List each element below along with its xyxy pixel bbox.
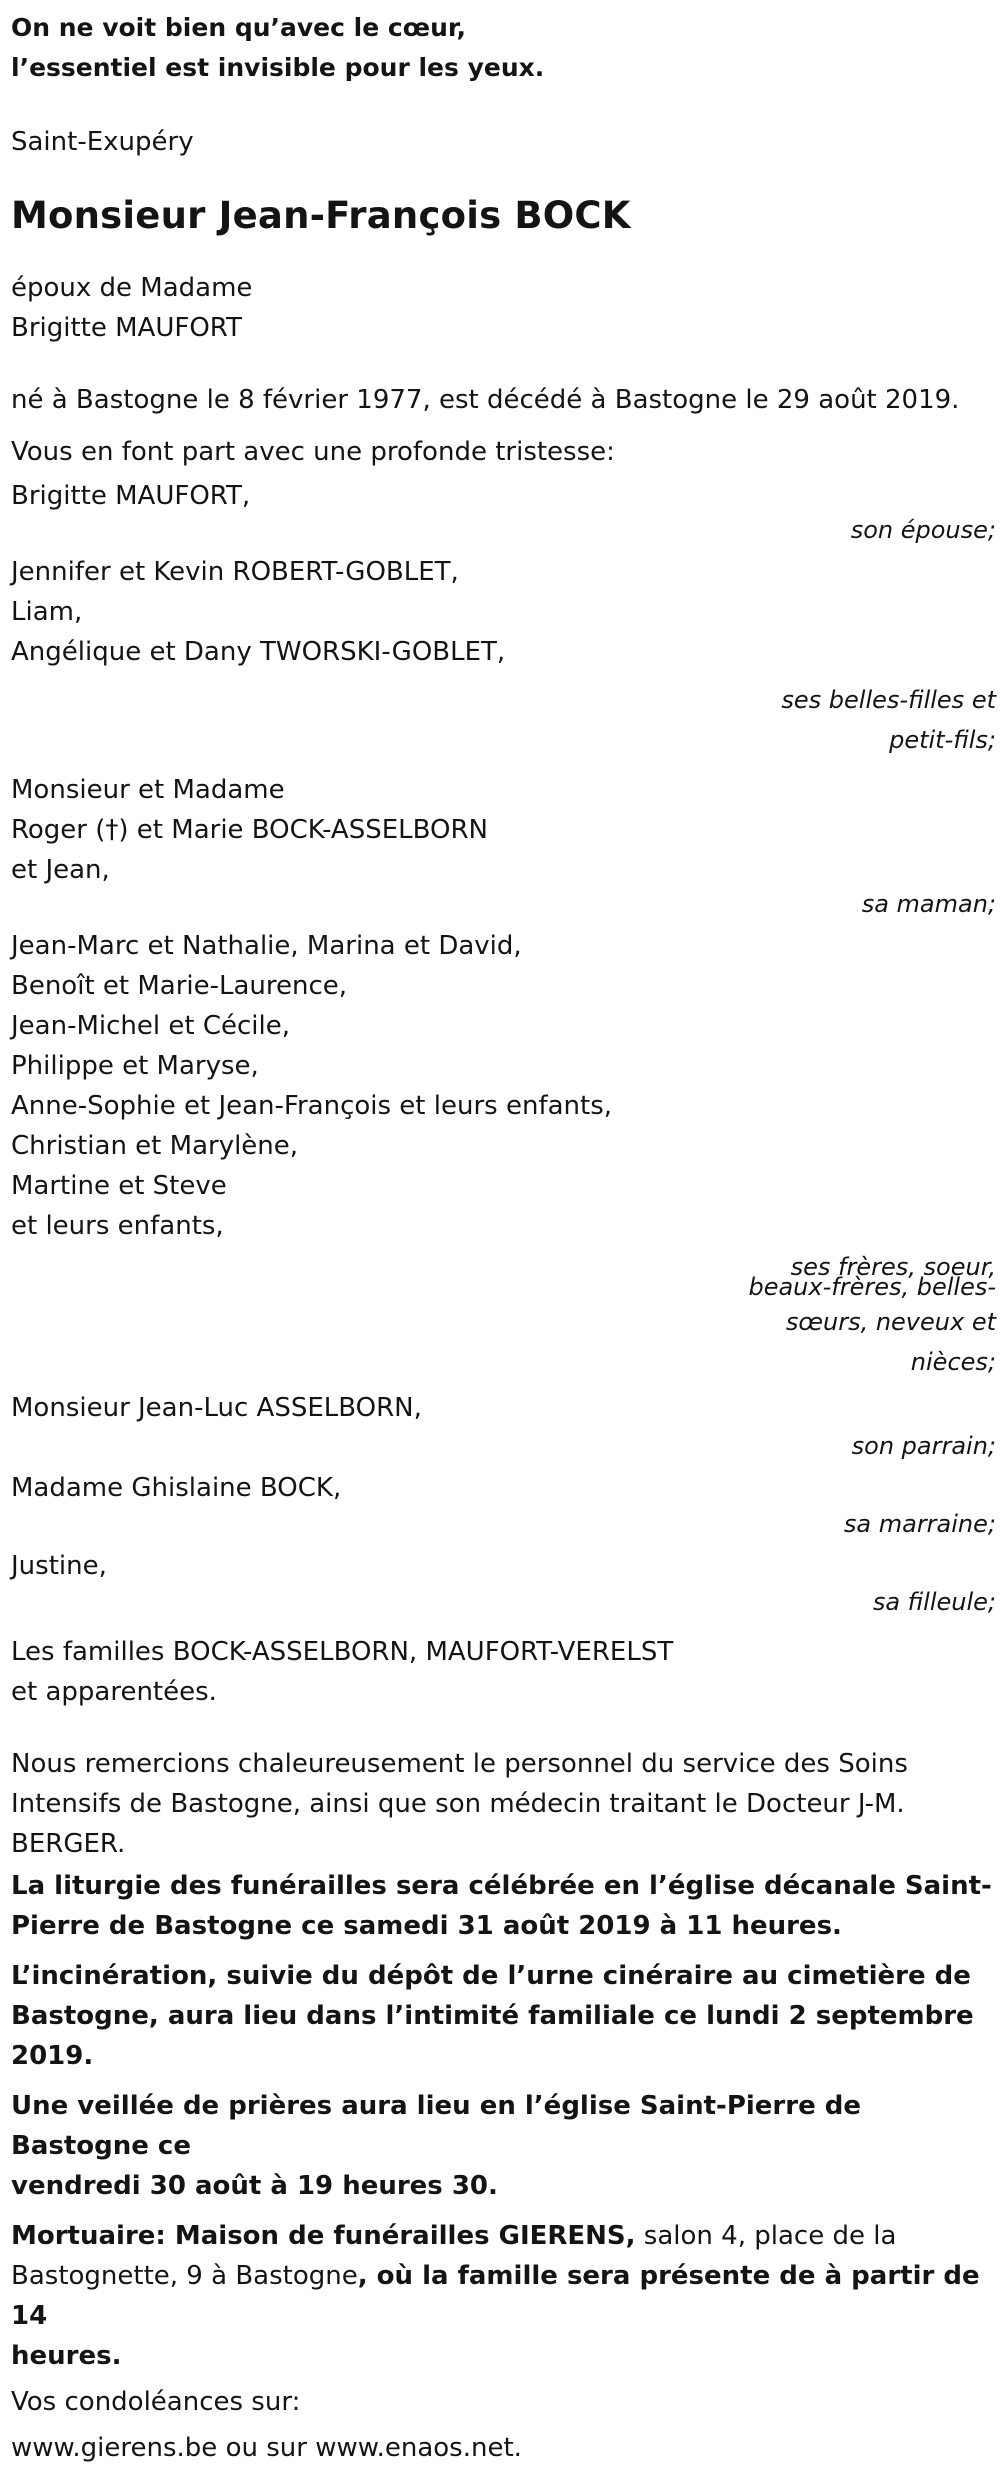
family-name-line: Monsieur et Madame	[11, 775, 285, 805]
family-relation: ses frères, soeur,	[790, 1253, 996, 1281]
family-name-line: Justine,	[11, 1551, 107, 1581]
thanks-line: Intensifs de Bastogne, ainsi que son médecin traitant le Docteur J-M.	[11, 1789, 905, 1819]
funeral-line: Pierre de Bastogne ce samedi 31 août 2019 à 11 heures.	[11, 1911, 842, 1941]
family-name-line: Liam,	[11, 597, 83, 627]
family-name-line: Madame Ghislaine BOCK,	[11, 1473, 342, 1503]
mortuary-presence: , où la famille sera présente de à partir de 14	[11, 2261, 980, 2331]
mortuary-address: salon 4, place de la	[635, 2221, 897, 2251]
thanks-paragraph	[11, 1744, 996, 1864]
family-entry	[11, 770, 996, 924]
mortuary-line	[11, 2216, 996, 2256]
family-name-line: Christian et Marylène,	[11, 1131, 299, 1161]
birth-death-info: né à Bastogne le 8 février 1977, est décédé à Bastogne le 29 août 2019.	[11, 385, 960, 415]
families-line: et apparentées.	[11, 1677, 217, 1707]
family-name-line: Martine et Steve	[11, 1171, 227, 1201]
family-name-line: Jean-Marc et Nathalie, Marina et David,	[11, 931, 522, 961]
mortuary-address: Bastognette, 9 à Bastogne	[11, 2261, 358, 2291]
family-name-line: Benoît et Marie-Laurence,	[11, 971, 348, 1001]
family-relation: nièces;	[910, 1348, 996, 1376]
thanks-line: BERGER.	[11, 1829, 126, 1859]
extended-families	[11, 1632, 996, 1712]
family-relation: ses belles-filles et	[781, 686, 996, 714]
family-name-line: Jean-Michel et Cécile,	[11, 1011, 290, 1041]
family-list	[11, 476, 996, 1622]
condolences-sites: www.gierens.be ou sur www.enaos.net.	[11, 2433, 522, 2463]
spouse-line: époux de Madame	[11, 273, 253, 303]
spouse-info	[11, 268, 996, 348]
family-entry	[11, 926, 996, 1382]
family-name-line: et leurs enfants,	[11, 1211, 224, 1241]
family-relation: son épouse;	[850, 516, 996, 544]
mortuary-paragraph	[11, 2216, 996, 2376]
cremation-line: Bastogne, aura lieu dans l’intimité familiale ce lundi 2 septembre	[11, 2001, 974, 2031]
quote-author: Saint-Exupéry	[11, 127, 194, 157]
family-entry	[11, 476, 996, 550]
condolences	[11, 2382, 996, 2468]
family-relation: sa marraine;	[843, 1510, 996, 1538]
families-line: Les familles BOCK-ASSELBORN, MAUFORT-VERELST	[11, 1637, 674, 1667]
obituary-page	[11, 8, 996, 2468]
family-name-line: Anne-Sophie et Jean-François et leurs enfants,	[11, 1091, 613, 1121]
family-name-line: Monsieur Jean-Luc ASSELBORN,	[11, 1393, 422, 1423]
mortuary-label: Mortuaire: Maison de funérailles GIERENS,	[11, 2221, 636, 2251]
family-relation: sa maman;	[861, 890, 996, 918]
family-entry	[11, 552, 996, 760]
family-relation: sœurs, neveux et	[785, 1308, 996, 1336]
cremation-line: 2019.	[11, 2041, 94, 2071]
mortuary-line: heures.	[11, 2341, 122, 2371]
funeral-line: La liturgie des funérailles sera célébrée en l’église décanale Saint-	[11, 1871, 992, 1901]
funeral-paragraph	[11, 1866, 996, 1946]
family-relation: beaux-frères, belles-	[748, 1273, 996, 1301]
condolences-label: Vos condoléances sur:	[11, 2387, 301, 2417]
family-relation: son parrain;	[851, 1432, 996, 1460]
vigil-line: vendredi 30 août à 19 heures 30.	[11, 2171, 498, 2201]
family-relation: petit-fils;	[889, 726, 996, 754]
mortuary-line	[11, 2256, 996, 2336]
family-name-line: Jennifer et Kevin ROBERT-GOBLET,	[11, 557, 459, 587]
spouse-line: Brigitte MAUFORT	[11, 313, 242, 343]
family-entry	[11, 1468, 996, 1544]
family-name-line: Philippe et Maryse,	[11, 1051, 259, 1081]
thanks-line: Nous remercions chaleureusement le personnel du service des Soins	[11, 1749, 908, 1779]
family-name-line: Brigitte MAUFORT,	[11, 481, 251, 511]
cremation-paragraph	[11, 1956, 996, 2076]
cremation-line: L’incinération, suivie du dépôt de l’urne cinéraire au cimetière de	[11, 1961, 971, 1991]
announcement: Vous en font part avec une profonde tristesse:	[11, 437, 615, 467]
family-entry	[11, 1546, 996, 1622]
quote-line: On ne voit bien qu’avec le cœur,	[11, 13, 467, 42]
deceased-name: Monsieur Jean-François BOCK	[11, 194, 631, 237]
quote-line: l’essentiel est invisible pour les yeux.	[11, 53, 545, 82]
family-relation: sa filleule;	[872, 1588, 996, 1616]
family-entry	[11, 1388, 996, 1466]
family-name-line: Angélique et Dany TWORSKI-GOBLET,	[11, 637, 506, 667]
vigil-line: Une veillée de prières aura lieu en l’église Saint-Pierre de Bastogne ce	[11, 2091, 862, 2161]
family-name-line: et Jean,	[11, 855, 110, 885]
vigil-paragraph	[11, 2086, 996, 2206]
family-name-line: Roger (†) et Marie BOCK-ASSELBORN	[11, 815, 489, 845]
quote	[11, 8, 996, 88]
